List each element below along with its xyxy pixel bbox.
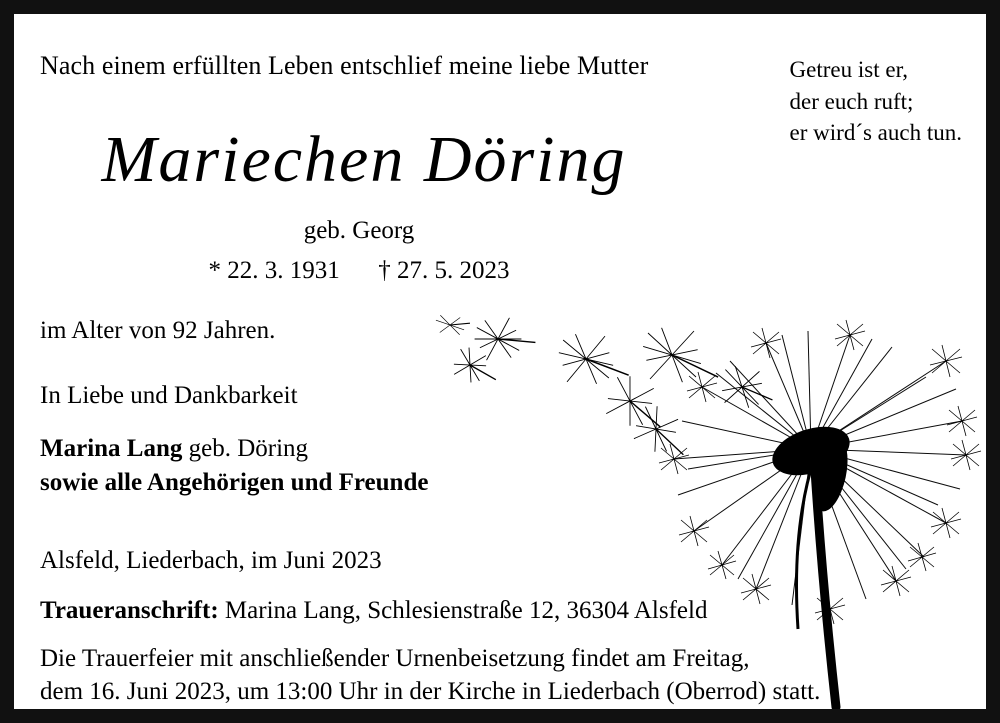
notice-content [14,14,986,709]
intro-line: Nach einem erfüllten Leben entschlief meine liebe Mutter [40,51,649,80]
death-date: † 27. 5. 2023 [378,257,510,284]
ceremony-details [40,642,820,709]
mourning-address-label: Traueranschrift: [40,597,219,624]
age-line: im Alter von 92 Jahren. [40,317,276,344]
love-line: In Liebe und Dankbarkeit [40,382,298,409]
verse-line-1: Getreu ist er, [789,57,909,82]
obituary-card [14,14,986,709]
ceremony-line-1: Die Trauerfeier mit anschließender Urnenbeisetzung findet am Freitag, [40,645,750,672]
family-secondary: sowie alle Angehörigen und Freunde [40,469,429,496]
mourning-address [40,597,707,625]
verse-line-2: der euch ruft; [789,88,914,114]
deceased-name: Mariechen Döring [101,123,627,196]
family-primary-rest: geb. Döring [182,435,309,462]
place-and-date: Alsfeld, Liederbach, im Juni 2023 [40,547,382,574]
birth-date: * 22. 3. 1931 [208,257,340,284]
maiden-name: geb. Georg [303,217,415,244]
verse-block [790,54,962,149]
life-dates [14,257,704,285]
mourning-address-value: Marina Lang, Schlesienstraße 12, 36304 Alsfeld [218,597,708,624]
ceremony-line-2: dem 16. Juni 2023, um 13:00 Uhr in der Kirche in Liederbach (Oberrod) statt. [40,678,821,706]
verse-line-3: er wird´s auch tun. [789,120,962,146]
family-primary-name: Marina Lang [40,435,183,462]
family-primary [40,435,308,463]
